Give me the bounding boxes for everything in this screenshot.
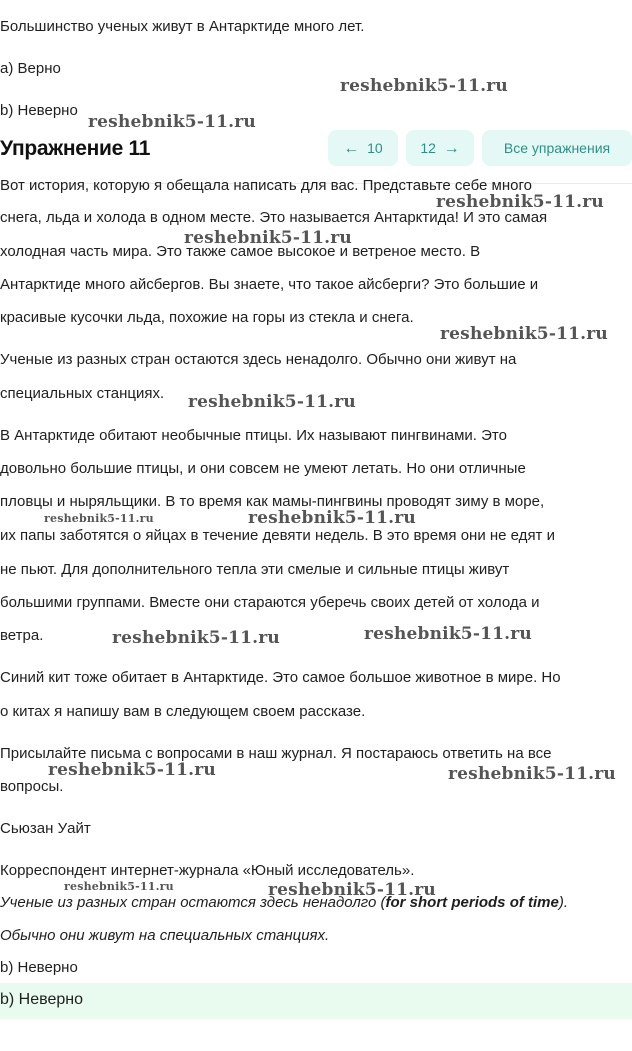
answer-label: b) Неверно	[0, 991, 83, 1008]
watermark: reshebnik5-11.ru	[248, 508, 416, 528]
watermark: reshebnik5-11.ru	[112, 628, 280, 648]
watermark: reshebnik5-11.ru	[88, 112, 256, 132]
story-line: вопросы.	[0, 778, 64, 795]
option-b[interactable]: b) Неверно	[0, 102, 78, 119]
watermark: reshebnik5-11.ru	[436, 192, 604, 212]
watermark: reshebnik5-11.ru	[440, 324, 608, 344]
explanation-text-end: ).	[558, 894, 569, 911]
story-line: их папы заботятся о яйцах в течение девяти недель. В это время они не едят и	[0, 527, 555, 544]
watermark: reshebnik5-11.ru	[44, 512, 154, 525]
explanation-translation: for short periods of time	[385, 894, 559, 911]
story-line: пловцы и ныряльщики. В то время как мамы-пингвины проводят зиму в море,	[0, 493, 545, 510]
story-line: большими группами. Вместе они стараются уберечь своих детей от холода и	[0, 594, 540, 611]
explanation-line: Обычно они живут на специальных станциях.	[0, 927, 330, 944]
all-exercises-button[interactable]: Все упражнения	[482, 130, 632, 166]
story-line: специальных станциях.	[0, 385, 165, 402]
watermark: reshebnik5-11.ru	[268, 880, 436, 900]
story-line: Вот история, которую я обещала написать для вас. Представьте себе много	[0, 177, 532, 194]
story-line: ветра.	[0, 627, 44, 644]
answer-box	[0, 983, 632, 1019]
story-line: красивые кусочки льда, похожие на горы из стекла и снега.	[0, 309, 414, 326]
prev-exercise-button[interactable]	[328, 130, 398, 166]
explanation-selected: b) Неверно	[0, 959, 78, 976]
story-line: не пьют. Для дополнительного тепла эти смелые и сильные птицы живут	[0, 561, 510, 578]
arrow-left-icon: ←	[343, 140, 360, 157]
arrow-right-icon: →	[443, 140, 460, 157]
story-line: о китах я напишу вам в следующем своем рассказе.	[0, 703, 366, 720]
question-text: Большинство ученых живут в Антарктиде много лет.	[0, 18, 365, 35]
watermark: reshebnik5-11.ru	[64, 880, 174, 893]
story-line: Корреспондент интернет-журнала «Юный исследователь».	[0, 862, 415, 879]
next-exercise-button[interactable]	[406, 130, 474, 166]
watermark: reshebnik5-11.ru	[448, 764, 616, 784]
explanation-text: Ученые из разных стран остаются здесь ненадолго (	[0, 894, 386, 911]
story-line: холодная часть мира. Это также самое высокое и ветреное место. В	[0, 243, 481, 260]
page-title: Упражнение 11	[0, 137, 151, 160]
watermark: reshebnik5-11.ru	[184, 228, 352, 248]
story-signature: Сьюзан Уайт	[0, 820, 91, 837]
story-line: Синий кит тоже обитает в Антарктиде. Это самое большое животное в мире. Но	[0, 669, 561, 686]
watermark: reshebnik5-11.ru	[188, 392, 356, 412]
story-line: В Антарктиде обитают необычные птицы. Их называют пингвинами. Это	[0, 427, 507, 444]
watermark: reshebnik5-11.ru	[364, 624, 532, 644]
story-line: Ученые из разных стран остаются здесь ненадолго. Обычно они живут на	[0, 351, 517, 368]
option-a[interactable]: a) Верно	[0, 60, 61, 77]
next-exercise-label: 12	[420, 140, 436, 156]
prev-exercise-label: 10	[367, 140, 383, 156]
story-line: Антарктиде много айсбергов. Вы знаете, что такое айсберги? Это большие и	[0, 276, 539, 293]
story-line: Присылайте письма с вопросами в наш журнал. Я постараюсь ответить на все	[0, 745, 552, 762]
watermark: reshebnik5-11.ru	[340, 76, 508, 96]
story-line: снега, льда и холода в одном месте. Это называется Антарктида! И это самая	[0, 209, 548, 226]
story-line: довольно большие птицы, и они совсем не умеют летать. Но они отличные	[0, 460, 526, 477]
watermark: reshebnik5-11.ru	[48, 760, 216, 780]
